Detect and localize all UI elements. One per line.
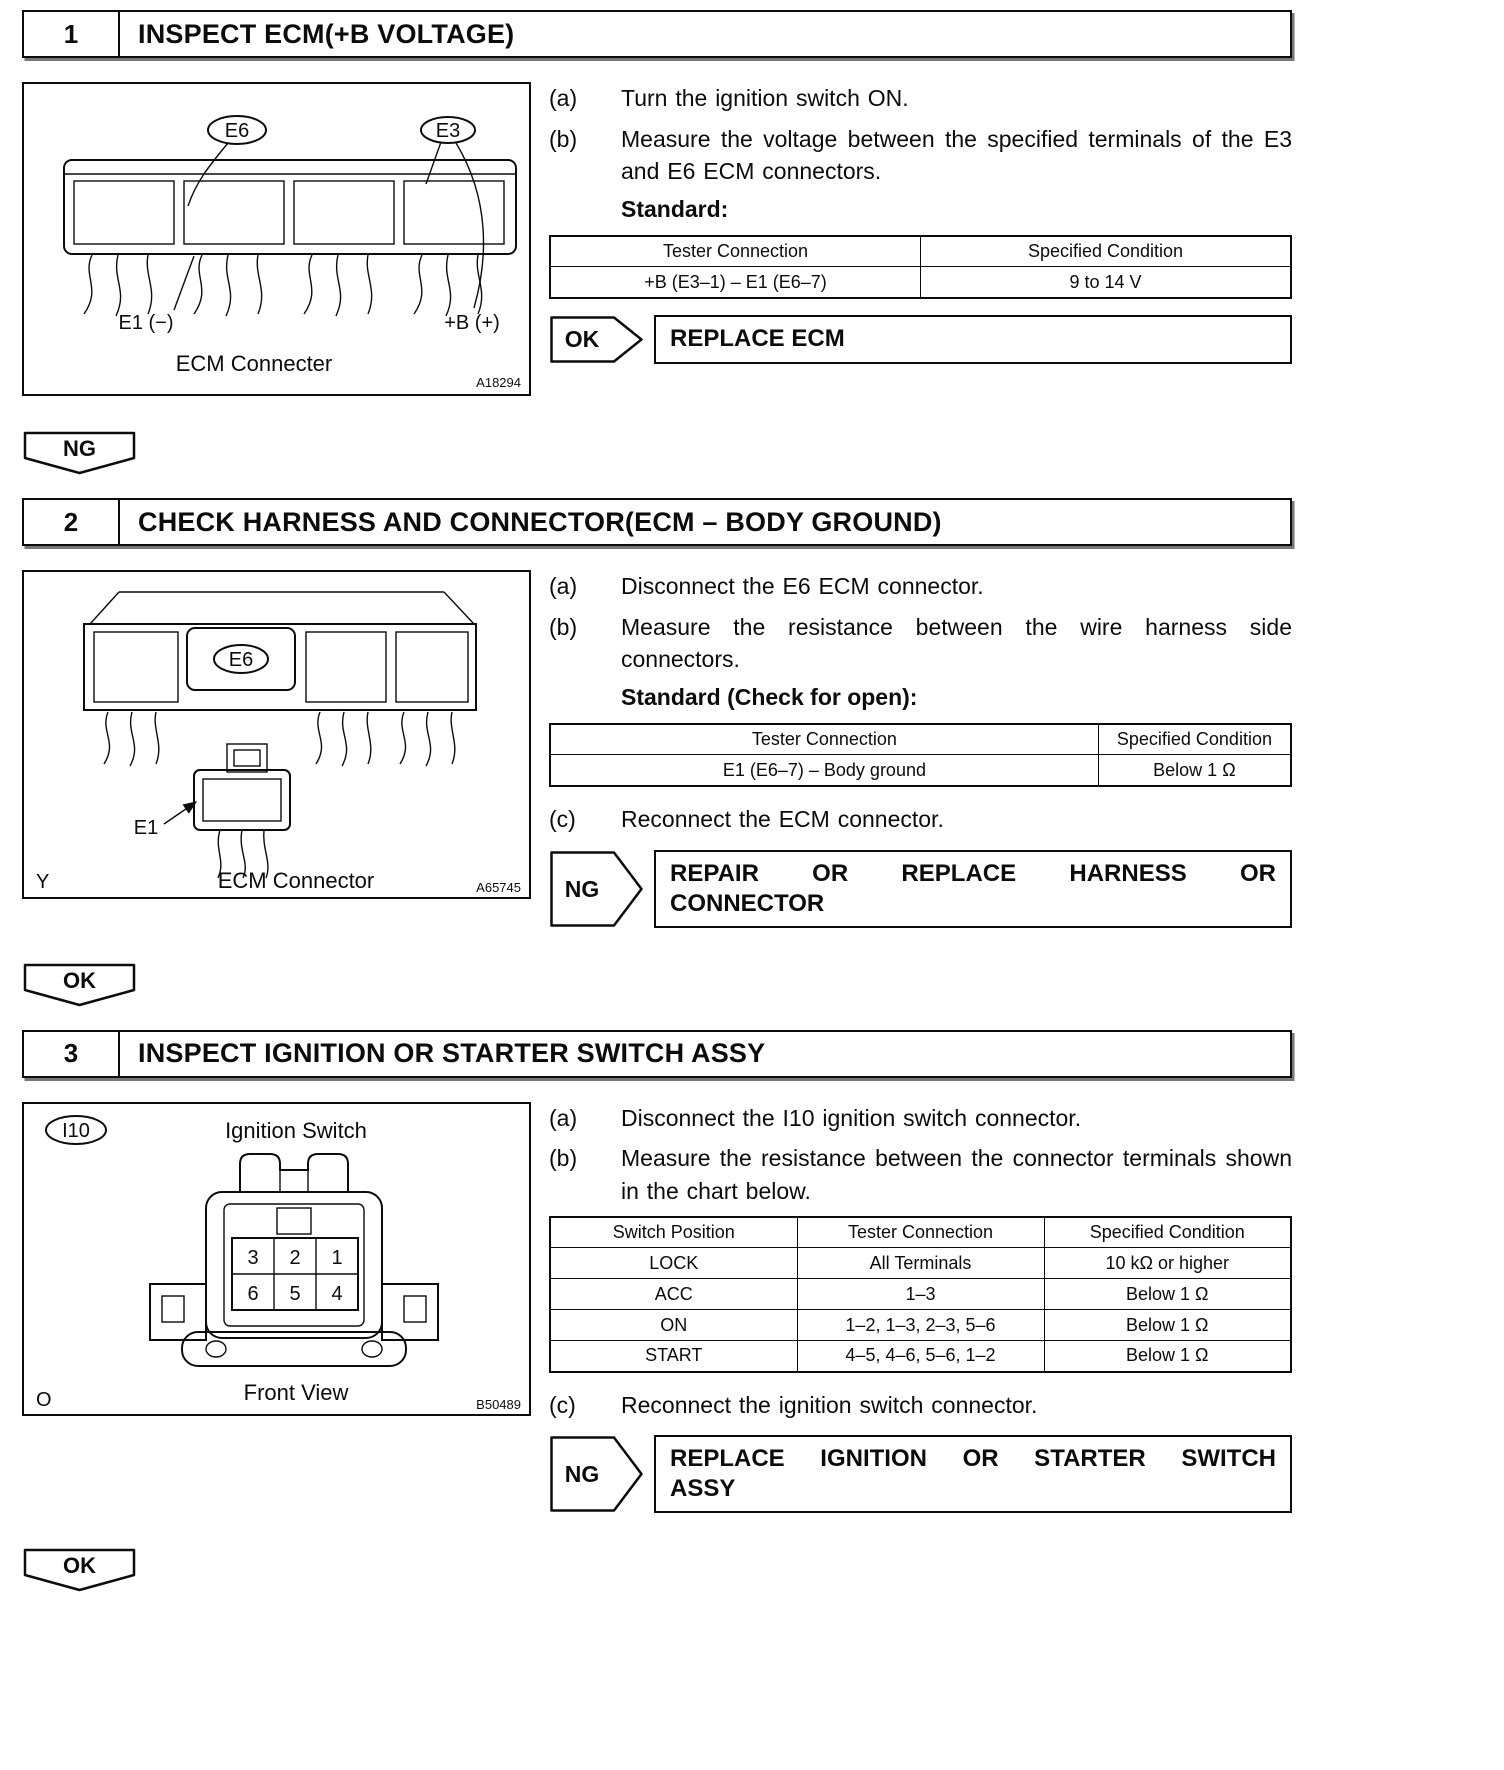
ecm-connector-diagram [24,84,528,394]
table-row [550,267,1291,298]
small-connector-tab-inner [234,750,260,766]
ok-flow-tag [22,962,1292,1008]
right-ear-hole [404,1296,426,1322]
connector-face [84,624,476,710]
flange-hole [362,1341,382,1357]
table-cell: 1–3 [797,1279,1044,1310]
table-cell: Below 1 Ω [1044,1310,1291,1341]
instruction-b [549,123,1292,188]
arrow-label: NG [564,1461,600,1488]
step-1-section [22,10,1292,396]
table-cell: All Terminals [797,1248,1044,1279]
leader-line [174,256,194,310]
column-header: Specified Condition [921,236,1292,267]
pin-block [294,181,394,244]
figure-caption: Front View [243,1379,349,1405]
column-header: Specified Condition [1044,1217,1291,1248]
figure-code: A18294 [476,375,521,390]
action-text: REPLACE IGNITION OR STARTER SWITCH [670,1445,1276,1473]
step-2-section [22,498,1292,928]
table-cell: 10 kΩ or higher [1044,1248,1291,1279]
ok-flow-tag [22,1547,1292,1593]
pin-block [396,632,468,702]
step-number: 1 [24,12,120,56]
instruction-text: Disconnect the I10 ignition switch connector. [621,1104,1082,1131]
ng-flow-tag [22,430,1292,476]
pin-block [74,181,174,244]
action-text: ASSY [670,1475,736,1503]
instruction-a [549,1102,1292,1135]
step-title: INSPECT IGNITION OR STARTER SWITCH ASSY [138,1038,766,1069]
step-3-section [22,1030,1292,1514]
instruction-letter: (c) [549,805,576,832]
ng-arrow-icon [549,1435,644,1513]
instruction-letter: (b) [549,125,578,152]
action-text: REPLACE ECM [670,325,845,353]
column-header: Tester Connection [797,1217,1044,1248]
standard-table [549,235,1292,299]
figure-title: Ignition Switch [225,1117,367,1143]
instruction-text: Reconnect the ignition switch connector. [621,1391,1038,1418]
instruction-text: Measure the resistance between the connector terminals shown in the chart below. [621,1145,1292,1204]
step-2-header [22,498,1292,546]
step-1-header [22,10,1292,58]
result-row [549,850,1292,928]
standard-label: Standard (Check for open): [621,683,918,710]
terminal-label-e1: E1 (−) [118,312,174,334]
pin-block [184,181,284,244]
table-row [550,1341,1291,1372]
instruction-c [549,803,1292,836]
connector-label-e6: E6 [224,120,250,142]
column-header: Specified Condition [1098,724,1291,755]
instruction-text: Measure the voltage between the specified terminals of the E3 and E6 ECM connectors. [621,125,1292,185]
instruction-text: Measure the resistance between the wire harness side connectors. [621,613,1292,673]
top-plug-center [280,1170,308,1192]
table-header-row [550,1217,1291,1248]
instruction-letter: (c) [549,1391,576,1418]
instruction-text: Reconnect the ECM connector. [621,805,944,832]
instruction-c [549,1389,1292,1422]
instruction-letter: (b) [549,613,578,640]
table-cell: 1–2, 1–3, 2–3, 5–6 [797,1310,1044,1341]
left-ear-hole [162,1296,184,1322]
ng-arrow-icon [549,850,644,928]
procedure-column [549,82,1292,364]
table-header-row [550,236,1291,267]
figure-caption: ECM Connecter [175,351,333,376]
instruction-letter: (a) [549,1104,578,1131]
step-3-header [22,1030,1292,1078]
figure-ecm-harness-connector [22,570,531,899]
pin-number: 3 [247,1246,259,1269]
leader-line [426,142,441,184]
table-cell: Below 1 Ω [1044,1279,1291,1310]
connector-label-e3: E3 [435,120,461,142]
connector-label-i10: I10 [62,1119,90,1142]
column-header: Tester Connection [550,724,1098,755]
table-cell: LOCK [550,1248,797,1279]
column-header: Switch Position [550,1217,797,1248]
terminal-label-plus-b: +B (+) [444,312,500,334]
ok-tag-icon [22,962,137,1008]
instruction-letter: (a) [549,573,578,599]
instruction-text: Turn the ignition switch ON. [621,85,909,111]
pin-number: 2 [289,1246,301,1269]
keyway [277,1208,311,1234]
column-header: Tester Connection [550,236,921,267]
flow-tag-label: OK [63,967,96,993]
table-cell: ACC [550,1279,797,1310]
table-cell: START [550,1341,797,1372]
corner-mark: Y [36,871,50,893]
figure-code: A65745 [476,880,521,895]
wire-bundles [84,255,482,316]
arrow-label: OK [564,325,600,352]
table-cell: Below 1 Ω [1098,755,1291,786]
flow-tag-label: NG [63,436,96,461]
step-number: 3 [24,1032,120,1076]
pin-number: 6 [247,1282,259,1305]
instruction-letter: (a) [549,85,578,111]
instruction-a [549,82,1292,115]
pin-number: 1 [331,1246,343,1269]
figure-ignition-switch [22,1102,531,1416]
table-header-row [550,724,1291,755]
table-row [550,1279,1291,1310]
figure-code: B50489 [476,1396,521,1412]
ok-arrow-icon [549,315,644,364]
procedure-column [549,1102,1292,1514]
table-cell: E1 (E6–7) – Body ground [550,755,1098,786]
table-cell: 9 to 14 V [921,267,1292,298]
instruction-a [549,570,1292,603]
action-text: REPAIR OR REPLACE HARNESS OR [670,859,1276,887]
top-outline [90,592,474,624]
figure-caption: ECM Connector [217,868,375,893]
instruction-letter: (b) [549,1145,578,1172]
small-connector-tab [227,744,267,772]
corner-mark: O [36,1388,52,1411]
switch-position-table [549,1216,1292,1373]
pin-block [306,632,386,702]
action-box [654,1435,1292,1513]
action-box [654,850,1292,928]
figure-ecm-connectors [22,82,531,396]
action-text: CONNECTOR [670,889,825,917]
arrow-label: NG [564,875,600,902]
step-title: INSPECT ECM(+B VOLTAGE) [138,18,515,49]
leader-line [456,143,484,308]
wire-bundles [104,712,455,766]
ecm-harness-diagram [24,572,528,897]
result-row [549,315,1292,364]
procedure-column [549,570,1292,928]
step-2-content [22,570,1292,928]
flow-tag-label: OK [63,1553,96,1579]
action-box [654,315,1292,364]
pin-block [94,632,178,702]
table-row [550,755,1291,786]
step-3-content [22,1102,1292,1514]
table-row [550,1310,1291,1341]
ng-tag-icon [22,430,137,476]
instruction-b [549,1142,1292,1207]
ok-tag-icon [22,1547,137,1593]
step-title: CHECK HARNESS AND CONNECTOR(ECM – BODY GROUND) [138,506,942,537]
instruction-text: Disconnect the E6 ECM connector. [621,573,984,599]
table-cell: Below 1 Ω [1044,1341,1291,1372]
e1-arrow [164,802,196,824]
instruction-b [549,611,1292,676]
small-connector-pins [203,779,281,821]
pin-block [404,181,504,244]
table-row [550,1248,1291,1279]
top-plugs [240,1154,348,1192]
flange-hole [206,1341,226,1357]
ignition-switch-diagram [24,1104,528,1414]
standard-label: Standard: [621,195,729,222]
table-cell: ON [550,1310,797,1341]
table-cell: 4–5, 4–6, 5–6, 1–2 [797,1341,1044,1372]
terminal-label-e1: E1 [133,817,159,839]
standard-table [549,723,1292,787]
pin-number: 5 [289,1282,301,1305]
table-cell: +B (E3–1) – E1 (E6–7) [550,267,921,298]
pin-number: 4 [331,1282,343,1305]
result-row [549,1435,1292,1513]
step-number: 2 [24,500,120,544]
connector-label-e6: E6 [228,649,254,671]
step-1-content [22,82,1292,396]
